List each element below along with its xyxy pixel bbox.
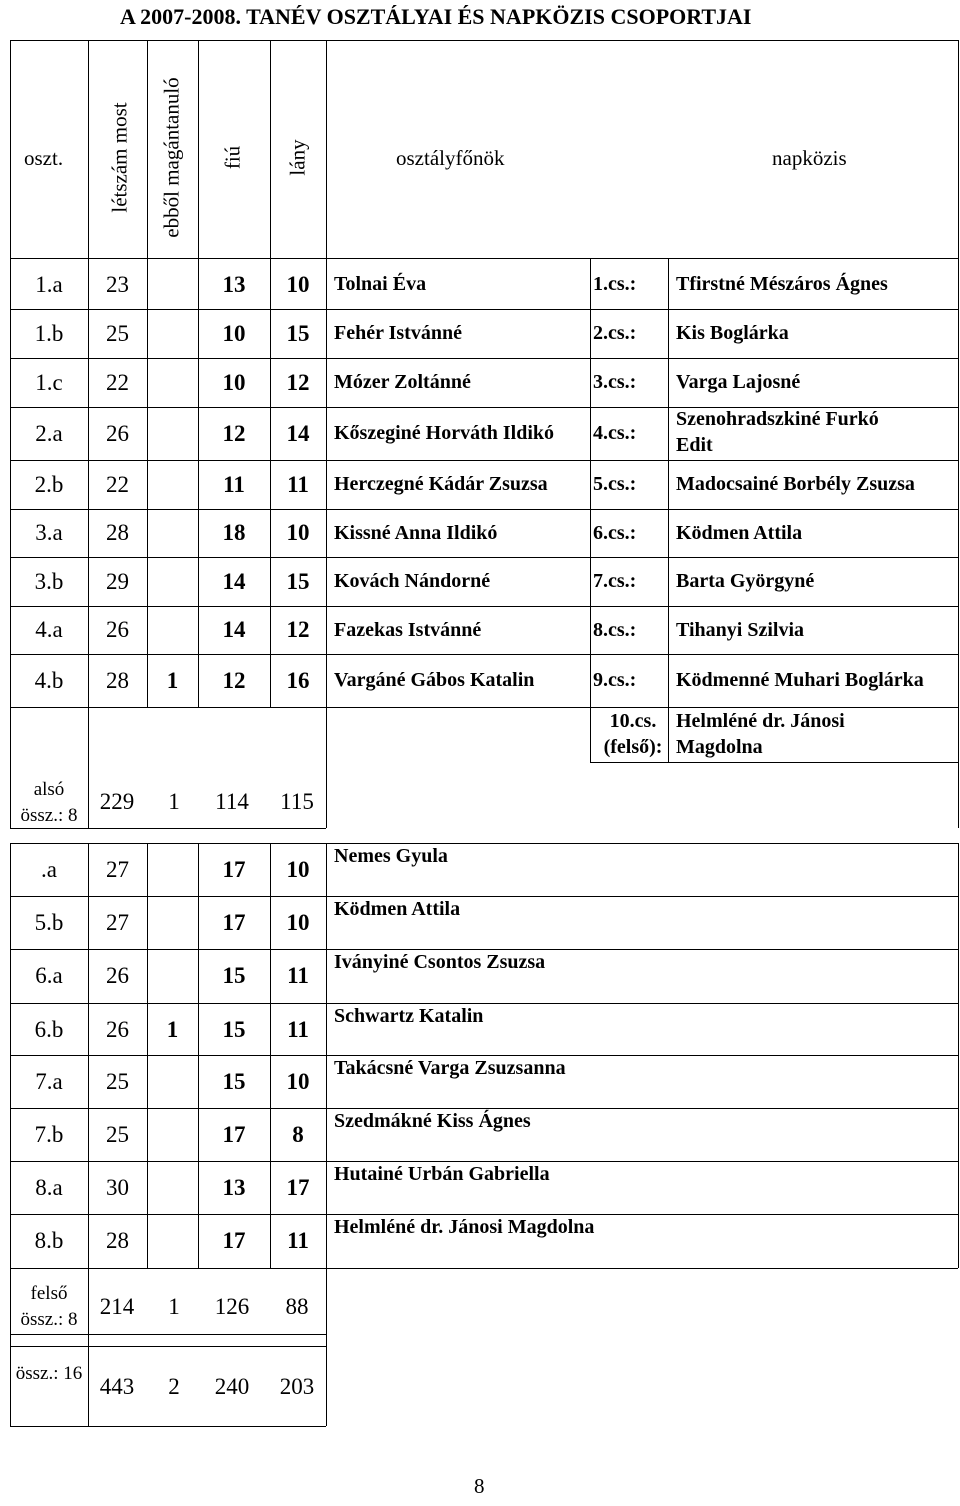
girls-cell: 15 xyxy=(286,569,310,594)
teacher-cell: Fazekas Istvánné xyxy=(334,619,482,641)
class-cell: 5.b xyxy=(34,910,64,935)
total-boys: 114 xyxy=(215,789,249,814)
private-cell xyxy=(147,606,198,654)
header-daycare: napközis xyxy=(772,146,847,170)
daycare-teacher-cell: Szenohradszkiné Furkó Edit xyxy=(676,408,879,456)
page-number: 8 xyxy=(474,1474,485,1498)
private-cell: 1 xyxy=(166,668,179,693)
count-cell: 26 xyxy=(106,963,129,988)
table-rule-h xyxy=(10,407,958,408)
daycare-group-cell: 8.cs.: xyxy=(593,619,637,641)
table-rule-h xyxy=(10,1346,326,1347)
total-private: 1 xyxy=(168,789,180,814)
table-rule-v xyxy=(326,707,327,828)
table-rule-v xyxy=(270,258,271,707)
private-cell xyxy=(147,1214,198,1267)
header-boys: fiú xyxy=(220,145,245,170)
table-rule-v xyxy=(10,843,11,1268)
table-rule-h xyxy=(10,557,958,558)
table-rule-v xyxy=(10,258,11,828)
boys-cell: 11 xyxy=(223,472,245,497)
table-rule-h xyxy=(10,1426,326,1427)
table-rule-h xyxy=(10,949,958,950)
boys-cell: 17 xyxy=(222,910,246,935)
table-rule-h xyxy=(10,1055,958,1056)
lower-total-label: alsó össz.: 8 xyxy=(20,779,78,826)
private-cell xyxy=(147,1055,198,1108)
girls-cell: 11 xyxy=(287,1017,309,1042)
total-count: 229 xyxy=(99,789,135,814)
total-count: 443 xyxy=(99,1374,135,1399)
count-cell: 27 xyxy=(106,910,129,935)
table-rule-v xyxy=(326,258,327,707)
count-cell: 29 xyxy=(106,569,129,594)
table-rule-v xyxy=(326,40,327,258)
class-cell: 4.a xyxy=(35,617,63,642)
class-cell: 2.a xyxy=(35,421,63,446)
header-private: ebből magántanuló xyxy=(159,77,184,238)
total-private: 1 xyxy=(168,1294,180,1319)
boys-cell: 15 xyxy=(222,963,246,988)
table-rule-h xyxy=(10,1003,958,1004)
boys-cell: 14 xyxy=(222,617,246,642)
table-rule-v xyxy=(590,258,591,762)
private-cell xyxy=(147,843,198,896)
daycare-teacher-cell: Kis Boglárka xyxy=(676,322,789,344)
count-cell: 22 xyxy=(106,370,129,395)
daycare-teacher-cell: Madocsainé Borbély Zsuzsa xyxy=(676,473,915,495)
boys-cell: 10 xyxy=(222,370,246,395)
private-cell xyxy=(147,557,198,606)
table-rule-h xyxy=(10,258,958,259)
table-rule-v xyxy=(270,40,271,258)
table-rule-v xyxy=(147,258,148,707)
boys-cell: 15 xyxy=(222,1069,246,1094)
girls-cell: 15 xyxy=(286,321,310,346)
table-rule-v xyxy=(270,843,271,1268)
daycare-group-cell: 6.cs.: xyxy=(593,522,637,544)
count-cell: 28 xyxy=(106,1228,129,1253)
daycare-teacher-cell: Barta Györgyné xyxy=(676,570,815,592)
count-cell: 26 xyxy=(106,1017,129,1042)
daycare-teacher-cell: Varga Lajosné xyxy=(676,371,801,393)
daycare-teacher-cell: Ködmen Attila xyxy=(676,522,803,544)
table-rule-v xyxy=(198,40,199,258)
daycare-group-cell: 10.cs. (felső): xyxy=(603,710,663,758)
count-cell: 27 xyxy=(106,857,129,882)
table-rule-h xyxy=(590,762,958,763)
count-cell: 23 xyxy=(106,272,129,297)
teacher-cell: Schwartz Katalin xyxy=(334,1005,484,1027)
private-cell xyxy=(147,358,198,407)
private-cell xyxy=(147,509,198,557)
teacher-cell: Fehér Istvánné xyxy=(334,322,462,344)
teacher-cell: Hutainé Urbán Gabriella xyxy=(334,1163,550,1185)
boys-cell: 10 xyxy=(222,321,246,346)
boys-cell: 17 xyxy=(222,1228,246,1253)
girls-cell: 10 xyxy=(286,1069,310,1094)
table-rule-h xyxy=(10,1268,958,1269)
girls-cell: 10 xyxy=(286,272,310,297)
table-rule-v xyxy=(88,1268,89,1426)
page-title: A 2007-2008. TANÉV OSZTÁLYAI ÉS NAPKÖZIS CSOPORTJAI xyxy=(120,4,752,29)
count-cell: 25 xyxy=(106,321,129,346)
daycare-teacher-cell: Ködmenné Muhari Boglárka xyxy=(676,669,924,691)
boys-cell: 17 xyxy=(222,1122,246,1147)
class-cell: 7.a xyxy=(35,1069,63,1094)
total-private: 2 xyxy=(168,1374,180,1399)
table-rule-h xyxy=(10,1108,958,1109)
upper-total-label: felső össz.: 8 xyxy=(20,1283,78,1330)
teacher-cell: Takácsné Varga Zsuzsanna xyxy=(334,1057,566,1079)
boys-cell: 13 xyxy=(222,272,246,297)
class-cell: 2.b xyxy=(34,472,64,497)
class-cell: 6.a xyxy=(35,963,63,988)
table-rule-v xyxy=(326,1268,327,1426)
boys-cell: 12 xyxy=(222,421,246,446)
teacher-cell: Herczegné Kádár Zsuzsa xyxy=(334,473,548,495)
girls-cell: 12 xyxy=(286,617,310,642)
daycare-group-cell: 9.cs.: xyxy=(593,669,637,691)
table-rule-h xyxy=(10,707,958,708)
private-cell xyxy=(147,260,198,309)
teacher-cell: Nemes Gyula xyxy=(334,845,448,867)
class-cell: 1.b xyxy=(34,321,64,346)
total-girls: 88 xyxy=(285,1294,309,1319)
table-rule-v xyxy=(958,843,959,1268)
table-rule-v xyxy=(958,258,959,828)
private-cell: 1 xyxy=(166,1017,179,1042)
class-cell: 8.a xyxy=(35,1175,63,1200)
table-rule-h xyxy=(10,1334,326,1335)
class-cell: 3.a xyxy=(35,520,63,545)
table-rule-h xyxy=(10,654,958,655)
class-cell: 6.b xyxy=(34,1017,64,1042)
count-cell: 28 xyxy=(106,520,129,545)
count-cell: 28 xyxy=(106,668,129,693)
table-rule-v xyxy=(88,258,89,828)
count-cell: 25 xyxy=(106,1069,129,1094)
girls-cell: 11 xyxy=(287,963,309,988)
daycare-group-cell: 4.cs.: xyxy=(593,422,637,444)
teacher-cell: Vargáné Gábos Katalin xyxy=(334,669,535,691)
total-girls: 203 xyxy=(279,1374,315,1399)
girls-cell: 16 xyxy=(286,668,310,693)
table-rule-h xyxy=(10,896,958,897)
table-rule-h xyxy=(10,40,958,41)
table-rule-v xyxy=(668,258,669,762)
teacher-cell: Helmléné dr. Jánosi Magdolna xyxy=(334,1216,595,1238)
private-cell xyxy=(147,460,198,509)
table-rule-v xyxy=(198,258,199,707)
class-cell: 1.c xyxy=(35,370,63,395)
boys-cell: 17 xyxy=(222,857,246,882)
girls-cell: 10 xyxy=(286,520,310,545)
table-rule-v xyxy=(147,40,148,258)
daycare-teacher-cell: Tfirstné Mészáros Ágnes xyxy=(676,273,888,295)
boys-cell: 18 xyxy=(222,520,246,545)
table-rule-h xyxy=(10,460,958,461)
daycare-group-cell: 1.cs.: xyxy=(593,273,637,295)
girls-cell: 14 xyxy=(286,421,310,446)
count-cell: 26 xyxy=(106,421,129,446)
girls-cell: 8 xyxy=(292,1122,304,1147)
daycare-group-cell: 5.cs.: xyxy=(593,473,637,495)
private-cell xyxy=(147,309,198,358)
table-rule-v xyxy=(147,843,148,1268)
header-teacher: osztályfőnök xyxy=(396,146,505,170)
boys-cell: 14 xyxy=(222,569,246,594)
teacher-cell: Szedmákné Kiss Ágnes xyxy=(334,1110,531,1132)
class-cell: 7.b xyxy=(34,1122,64,1147)
teacher-cell: Tolnai Éva xyxy=(334,273,427,295)
girls-cell: 11 xyxy=(287,1228,309,1253)
teacher-cell: Kovách Nándorné xyxy=(334,570,491,592)
teacher-cell: Mózer Zoltánné xyxy=(334,371,471,393)
table-rule-h xyxy=(10,1214,958,1215)
table-rule-v xyxy=(88,843,89,1268)
total-count: 214 xyxy=(99,1294,135,1319)
count-cell: 22 xyxy=(106,472,129,497)
table-rule-h xyxy=(10,1161,958,1162)
private-cell xyxy=(147,896,198,949)
table-rule-h xyxy=(10,358,958,359)
girls-cell: 11 xyxy=(287,472,309,497)
header-count: létszám most xyxy=(107,102,132,213)
boys-cell: 12 xyxy=(222,668,246,693)
teacher-cell: Kissné Anna Ildikó xyxy=(334,522,498,544)
table-rule-v xyxy=(10,1268,11,1426)
daycare-teacher-cell: Helmléné dr. Jánosi Magdolna xyxy=(676,710,845,758)
boys-cell: 13 xyxy=(222,1175,246,1200)
table-rule-v xyxy=(958,40,959,258)
table-rule-h xyxy=(10,843,958,844)
class-cell: 8.b xyxy=(34,1228,64,1253)
teacher-cell: Iványiné Csontos Zsuzsa xyxy=(334,951,546,973)
header-class: oszt. xyxy=(24,146,64,170)
girls-cell: 17 xyxy=(286,1175,310,1200)
count-cell: 26 xyxy=(106,617,129,642)
table-rule-v xyxy=(10,40,11,258)
table-rule-v xyxy=(88,40,89,258)
header-girls: lány xyxy=(285,139,310,176)
count-cell: 25 xyxy=(106,1122,129,1147)
daycare-group-cell: 7.cs.: xyxy=(593,570,637,592)
girls-cell: 10 xyxy=(286,910,310,935)
table-rule-v xyxy=(326,843,327,1268)
table-rule-h xyxy=(10,509,958,510)
class-cell: 3.b xyxy=(34,569,64,594)
total-boys: 240 xyxy=(214,1374,250,1399)
table-rule-h xyxy=(10,828,326,829)
girls-cell: 12 xyxy=(286,370,310,395)
table-rule-h xyxy=(10,309,958,310)
daycare-group-cell: 2.cs.: xyxy=(593,322,637,344)
grand-total-label: össz.: 16 xyxy=(15,1363,83,1384)
boys-cell: 15 xyxy=(222,1017,246,1042)
private-cell xyxy=(147,1108,198,1161)
count-cell: 30 xyxy=(106,1175,129,1200)
teacher-cell: Ködmen Attila xyxy=(334,898,461,920)
private-cell xyxy=(147,407,198,460)
class-cell: .a xyxy=(41,857,57,882)
table-rule-h xyxy=(10,606,958,607)
girls-cell: 10 xyxy=(286,857,310,882)
teacher-cell: Kőszeginé Horváth Ildikó xyxy=(334,422,555,444)
daycare-group-cell: 3.cs.: xyxy=(593,371,637,393)
daycare-teacher-cell: Tihanyi Szilvia xyxy=(676,619,805,641)
class-cell: 4.b xyxy=(34,668,64,693)
class-cell: 1.a xyxy=(35,272,63,297)
private-cell xyxy=(147,949,198,1002)
total-boys: 126 xyxy=(214,1294,250,1319)
total-girls: 115 xyxy=(280,789,314,814)
table-rule-v xyxy=(198,843,199,1268)
private-cell xyxy=(147,1161,198,1214)
